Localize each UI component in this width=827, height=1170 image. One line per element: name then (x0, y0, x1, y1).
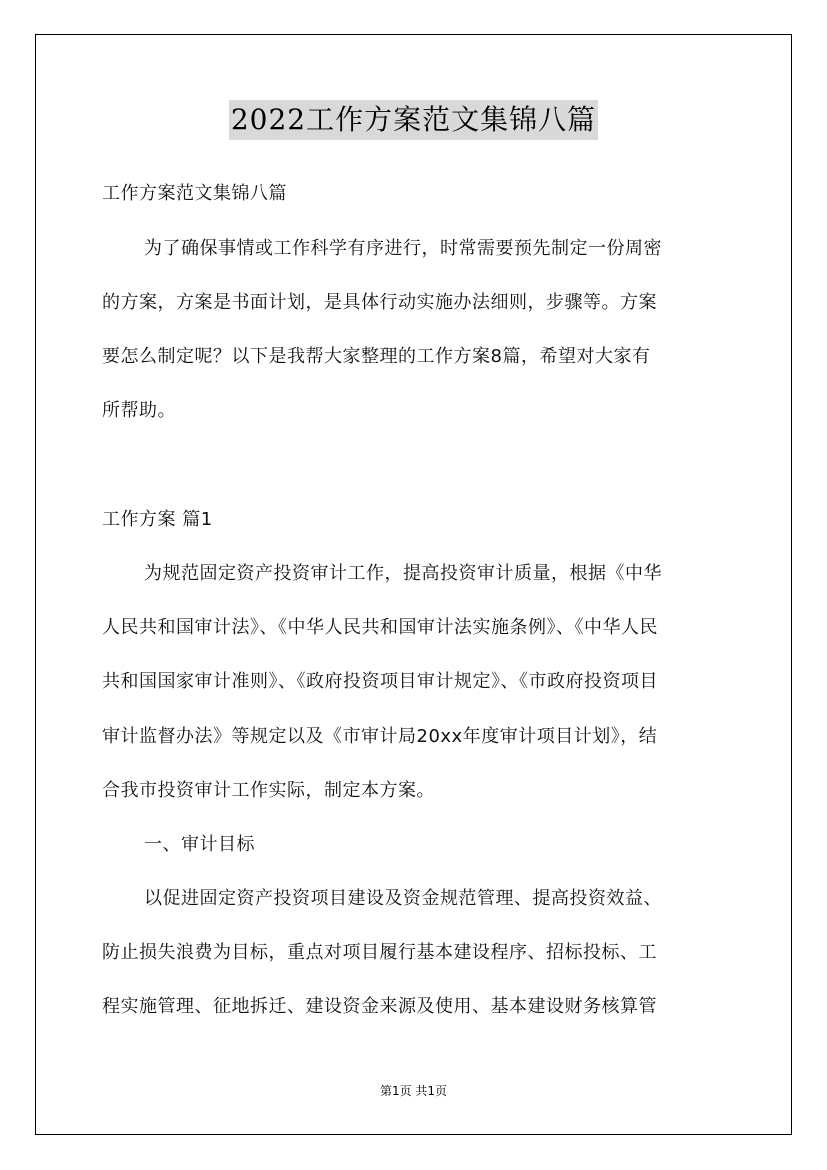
section-heading: 工作方案 篇1 (102, 509, 213, 530)
target-line: 防止损失浪费为目标，重点对项目履行基本建设程序、招标投标、工 (102, 942, 657, 963)
intro-line: 为了确保事情或工作科学有序进行，时常需要预先制定一份周密 (144, 238, 662, 259)
section-line: 人民共和国审计法》、《中华人民共和国审计法实施条例》、《中华人民 (102, 617, 658, 638)
target-line: 以促进固定资产投资项目建设及资金规范管理、提高投资效益、 (144, 888, 662, 909)
intro-line: 的方案，方案是书面计划，是具体行动实施办法细则，步骤等。方案 (102, 292, 657, 313)
document-title: 2022工作方案范文集锦八篇 (229, 100, 598, 140)
section-line: 共和国国家审计准则》、《政府投资项目审计规定》、《市政府投资项目 (102, 671, 658, 692)
section-line: 为规范固定资产投资审计工作，提高投资审计质量，根据《中华 (144, 563, 662, 584)
section-line: 审计监督办法》等规定以及《市审计局20xx年度审计项目计划》，结 (102, 726, 658, 747)
subtitle: 工作方案范文集锦八篇 (102, 183, 287, 204)
intro-line: 要怎么制定呢？以下是我帮大家整理的工作方案8篇，希望对大家有 (102, 346, 651, 367)
intro-line: 所帮助。 (102, 400, 176, 421)
page-footer: 第1页 共1页 (379, 1084, 448, 1098)
title-container (0, 100, 827, 140)
subheading: 一、审计目标 (144, 834, 255, 855)
section-line: 合我市投资审计工作实际，制定本方案。 (102, 780, 435, 801)
target-line: 程实施管理、征地拆迁、建设资金来源及使用、基本建设财务核算管 (102, 996, 657, 1017)
